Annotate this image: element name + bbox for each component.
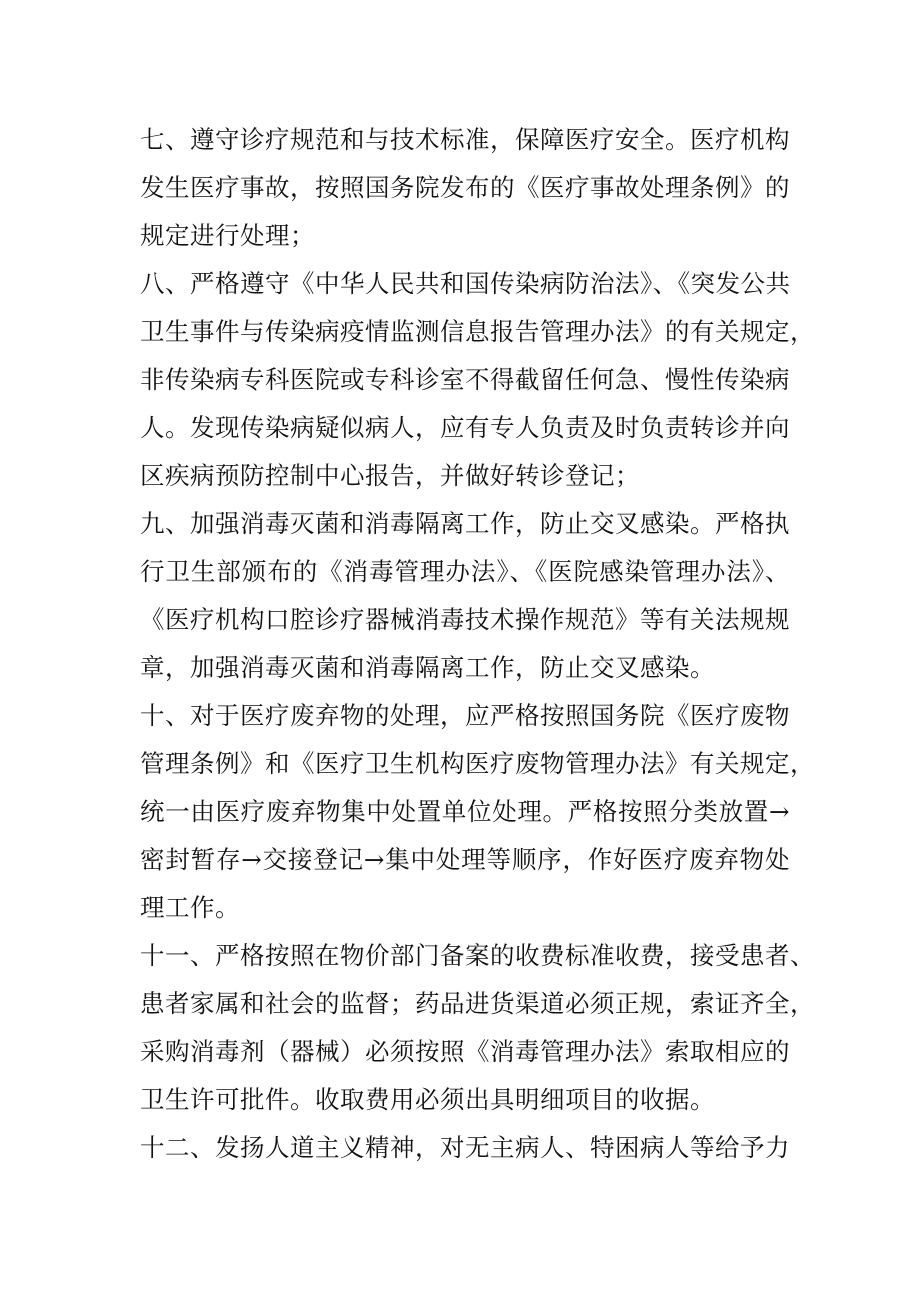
- text-line: 七、遵守诊疗规范和与技术标准，保障医疗安全。医疗机构: [140, 125, 790, 154]
- text-line: 九、加强消毒灭菌和消毒隔离工作，防止交叉感染。严格执: [140, 509, 790, 538]
- paragraph-8: [140, 260, 815, 500]
- text-line: 人。发现传染病疑似病人，应有专人负责及时负责转诊并向: [140, 413, 790, 442]
- text-line: 八、严格遵守《中华人民共和国传染病防治法》、《突发公共: [140, 269, 791, 298]
- text-line: 管理条例》和《医疗卫生机构医疗废物管理办法》有关规定，: [140, 749, 815, 778]
- paragraph-11: [140, 932, 815, 1124]
- text-line: 密封暂存→交接登记→集中处理等顺序，作好医疗废弃物处: [140, 845, 790, 874]
- text-line: 十二、发扬人道主义精神，对无主病人、特困病人等给予力: [140, 1133, 790, 1162]
- document-body: [140, 116, 815, 1172]
- text-line: 患者家属和社会的监督；药品进货渠道必须正规，索证齐全，: [140, 989, 815, 1018]
- text-line: 采购消毒剂（器械）必须按照《消毒管理办法》索取相应的: [140, 1037, 790, 1066]
- text-line: 十一、严格按照在物价部门备案的收费标准收费，接受患者、: [140, 941, 815, 970]
- text-line: 行卫生部颁布的《消毒管理办法》、《医院感染管理办法》、: [140, 557, 790, 586]
- text-line: 理工作。: [140, 893, 240, 922]
- text-line: 发生医疗事故，按照国务院发布的《医疗事故处理条例》的: [140, 173, 790, 202]
- text-line: 章，加强消毒灭菌和消毒隔离工作，防止交叉感染。: [140, 653, 715, 682]
- paragraph-10: [140, 692, 815, 932]
- text-line: 卫生事件与传染病疫情监测信息报告管理办法》的有关规定，: [140, 317, 815, 346]
- text-line: 区疾病预防控制中心报告，并做好转诊登记；: [140, 461, 640, 490]
- paragraph-7: [140, 116, 790, 260]
- text-line: 卫生许可批件。收取费用必须出具明细项目的收据。: [140, 1085, 715, 1114]
- text-line: 规定进行处理；: [140, 221, 315, 250]
- text-line: 十、对于医疗废弃物的处理，应严格按照国务院《医疗废物: [140, 701, 790, 730]
- text-line: 《医疗机构口腔诊疗器械消毒技术操作规范》等有关法规规: [140, 605, 790, 634]
- paragraph-9: [140, 500, 790, 692]
- text-line: 统一由医疗废弃物集中处置单位处理。严格按照分类放置→: [140, 797, 790, 826]
- text-line: 非传染病专科医院或专科诊室不得截留任何急、慢性传染病: [140, 365, 790, 394]
- paragraph-12: [140, 1124, 790, 1172]
